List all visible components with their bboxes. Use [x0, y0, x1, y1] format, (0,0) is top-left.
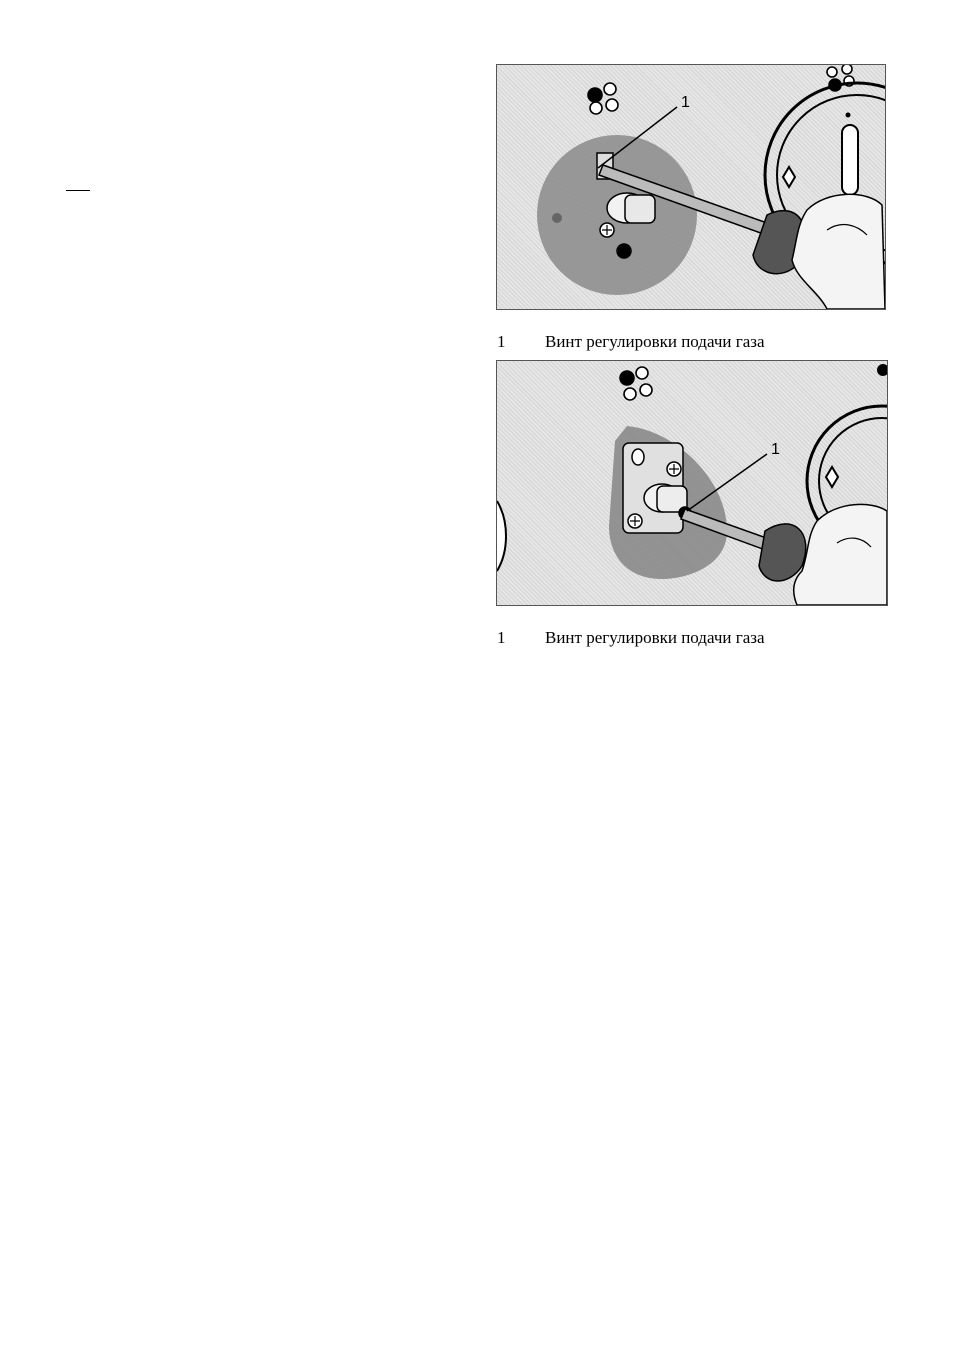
figure-screw-adjustment-2: [496, 360, 888, 606]
callout-label: 1: [771, 441, 780, 458]
caption-text: Винт регулировки подачи газа: [545, 332, 765, 351]
callout-label: 1: [681, 94, 690, 111]
illustration-knob-removed-screwdriver: [497, 65, 885, 309]
burner-indicator-partial: [877, 364, 887, 376]
seat-dot: [552, 213, 562, 223]
burner-indicator-icon: [620, 367, 652, 400]
figure-screw-adjustment-1: [496, 64, 886, 310]
caption-number: 1: [497, 628, 506, 647]
adjacent-knob-edge: [497, 501, 506, 571]
caption-text: Винт регулировки подачи газа: [545, 628, 765, 647]
illustration-valve-screwdriver: [497, 361, 887, 605]
burner-indicator-icon: [588, 83, 618, 114]
caption-number: 1: [497, 332, 506, 351]
margin-dash: [66, 190, 90, 191]
